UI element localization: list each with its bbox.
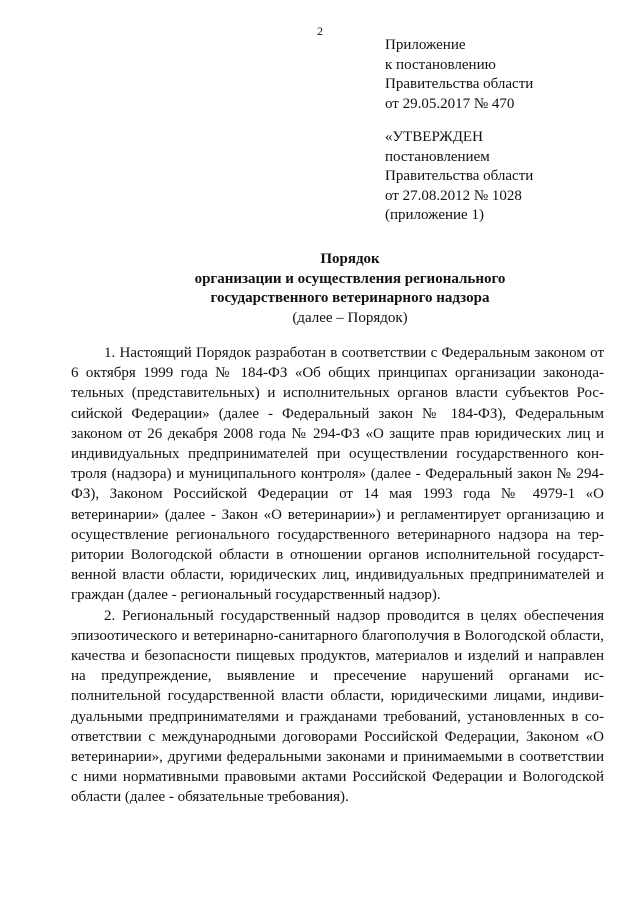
approved-header	[385, 128, 533, 226]
title-line: государственного ветеринарного надзора	[210, 290, 490, 306]
approved-line: Правительства области	[385, 168, 534, 184]
document-title	[0, 250, 640, 328]
title-line: организации и осуществления регионального	[194, 270, 506, 287]
approved-line: «УТВЕРЖДЕН	[385, 129, 483, 145]
title-subline: (далее – Порядок)	[292, 309, 408, 326]
appendix-line: к постановлению	[385, 56, 496, 73]
appendix-header	[385, 36, 533, 114]
document-body	[71, 343, 604, 808]
approved-line: постановлением	[385, 148, 490, 165]
appendix-line: Приложение	[385, 37, 466, 53]
paragraph-1: 1. Настоящий Порядок разработан в соответствии с Федеральным законом от 6 октября 1999 года № 184-ФЗ «Об общих принципах организации законодательных (представительных) и исполнительных органов власти субъектов Российской Федерации» (далее - Федеральный закон № 184-ФЗ), Федеральным законом от 26 декабря 2008 года № 294-ФЗ «О защите прав юридических лиц и индивидуальных предпринимателей при осуществлении государственного контроля (надзора) и муниципального контроля» (далее - Федеральный закон № 294-ФЗ), Законом Российской Федерации от 14 мая 1993 года № 4979-1 «О ветеринарии» (далее - Закон «О ветеринарии») и регламентирует организацию и осуществление регионального государственного ветеринарного надзора на территории Вологодской области в отношении органов исполнительной государственной власти области, юридических лиц, индивидуальных предпринимателей и граждан (далее - региональный государственный надзор).	[71, 345, 604, 604]
appendix-line: от 29.05.2017 № 470	[385, 95, 515, 112]
approved-line: от 27.08.2012 № 1028	[385, 187, 522, 204]
appendix-line: Правительства области	[385, 76, 534, 92]
title-line: Порядок	[320, 251, 380, 267]
page-number: 2	[317, 24, 323, 38]
paragraph-2: 2. Региональный государственный надзор проводится в целях обеспечения эпизоотического и ветеринарно-санитарного благополучия в Вологодской области, качества и безопасности пищевых продуктов, материалов и изделий и направлен на предупреждение, выявление и пресечение нарушений органами исполнительной государственной власти области, юридическими лицами, индивидуальными предпринимателями и гражданами требований, установленных в соответствии с международными договорами Российской Федерации, Законом «О ветеринарии», другими федеральными законами и принимаемыми в соответствии с ними нормативными правовыми актами Российской Федерации и Вологодской области (далее - обязательные требования).	[71, 607, 604, 806]
approved-line: (приложение 1)	[385, 207, 484, 223]
